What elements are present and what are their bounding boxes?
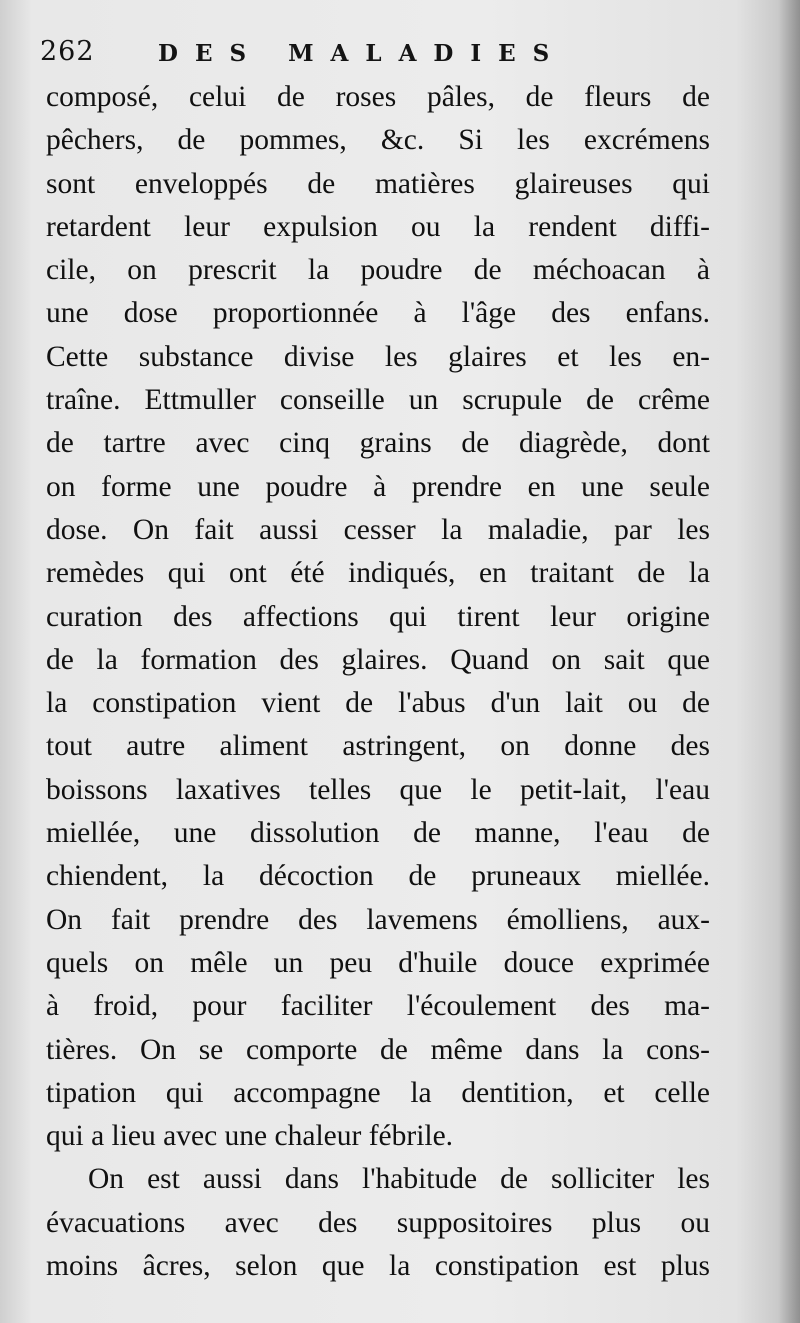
- text-line: tipation qui accompagne la dentition, et celle: [46, 1076, 710, 1109]
- text-line: évacuations avec des suppositoires plus ou: [46, 1206, 710, 1239]
- page-edge-shadow: [778, 0, 800, 1323]
- paragraph-start-line: On est aussi dans l'habitude de solliciter les: [88, 1163, 710, 1196]
- text-line: sont enveloppés de matières glaireuses qui: [46, 167, 710, 200]
- text-line: curation des affections qui tirent leur origine: [46, 600, 710, 633]
- text-line: moins âcres, selon que la constipation est plus: [46, 1250, 710, 1283]
- text-line: tout autre aliment astringent, on donne des: [46, 730, 710, 763]
- text-line: tières. On se comporte de même dans la cons-: [46, 1033, 710, 1066]
- text-line: retardent leur expulsion ou la rendent diffi-: [46, 210, 710, 243]
- running-title: DES MALADIES: [158, 40, 567, 67]
- text-line: de tartre avec cinq grains de diagrède, dont: [46, 427, 710, 460]
- text-line: boissons laxatives telles que le petit-lait, l'eau: [46, 773, 710, 806]
- text-line: de la formation des glaires. Quand on sait que: [46, 643, 710, 676]
- text-line: remèdes qui ont été indiqués, en traitant de la: [46, 557, 710, 590]
- text-line: traîne. Ettmuller conseille un scrupule de crême: [46, 384, 710, 417]
- text-line: On fait prendre des lavemens émolliens, aux-: [46, 903, 710, 936]
- text-line: composé, celui de roses pâles, de fleurs de: [46, 81, 710, 113]
- text-line: chiendent, la décoction de pruneaux miellée.: [46, 860, 710, 893]
- page-header: [40, 34, 740, 74]
- paragraph-end-line: qui a lieu avec une chaleur fébrile.: [46, 1120, 454, 1153]
- page-number: 262: [40, 36, 95, 67]
- text-line: à froid, pour faciliter l'écoulement des ma-: [46, 990, 710, 1023]
- text-line: cile, on prescrit la poudre de méchoacan à: [46, 254, 710, 287]
- text-line: quels on mêle un peu d'huile douce exprimée: [46, 946, 710, 979]
- text-line: pêchers, de pommes, &c. Si les excrémens: [46, 124, 710, 157]
- text-line: une dose proportionnée à l'âge des enfans.: [46, 297, 710, 330]
- text-line: la constipation vient de l'abus d'un lait ou de: [46, 687, 710, 720]
- text-line: Cette substance divise les glaires et les en-: [46, 340, 710, 373]
- body-text: [46, 76, 710, 1288]
- text-line: dose. On fait aussi cesser la maladie, par les: [46, 513, 710, 546]
- text-line: miellée, une dissolution de manne, l'eau de: [46, 817, 710, 850]
- text-line: on forme une poudre à prendre en une seule: [46, 470, 710, 503]
